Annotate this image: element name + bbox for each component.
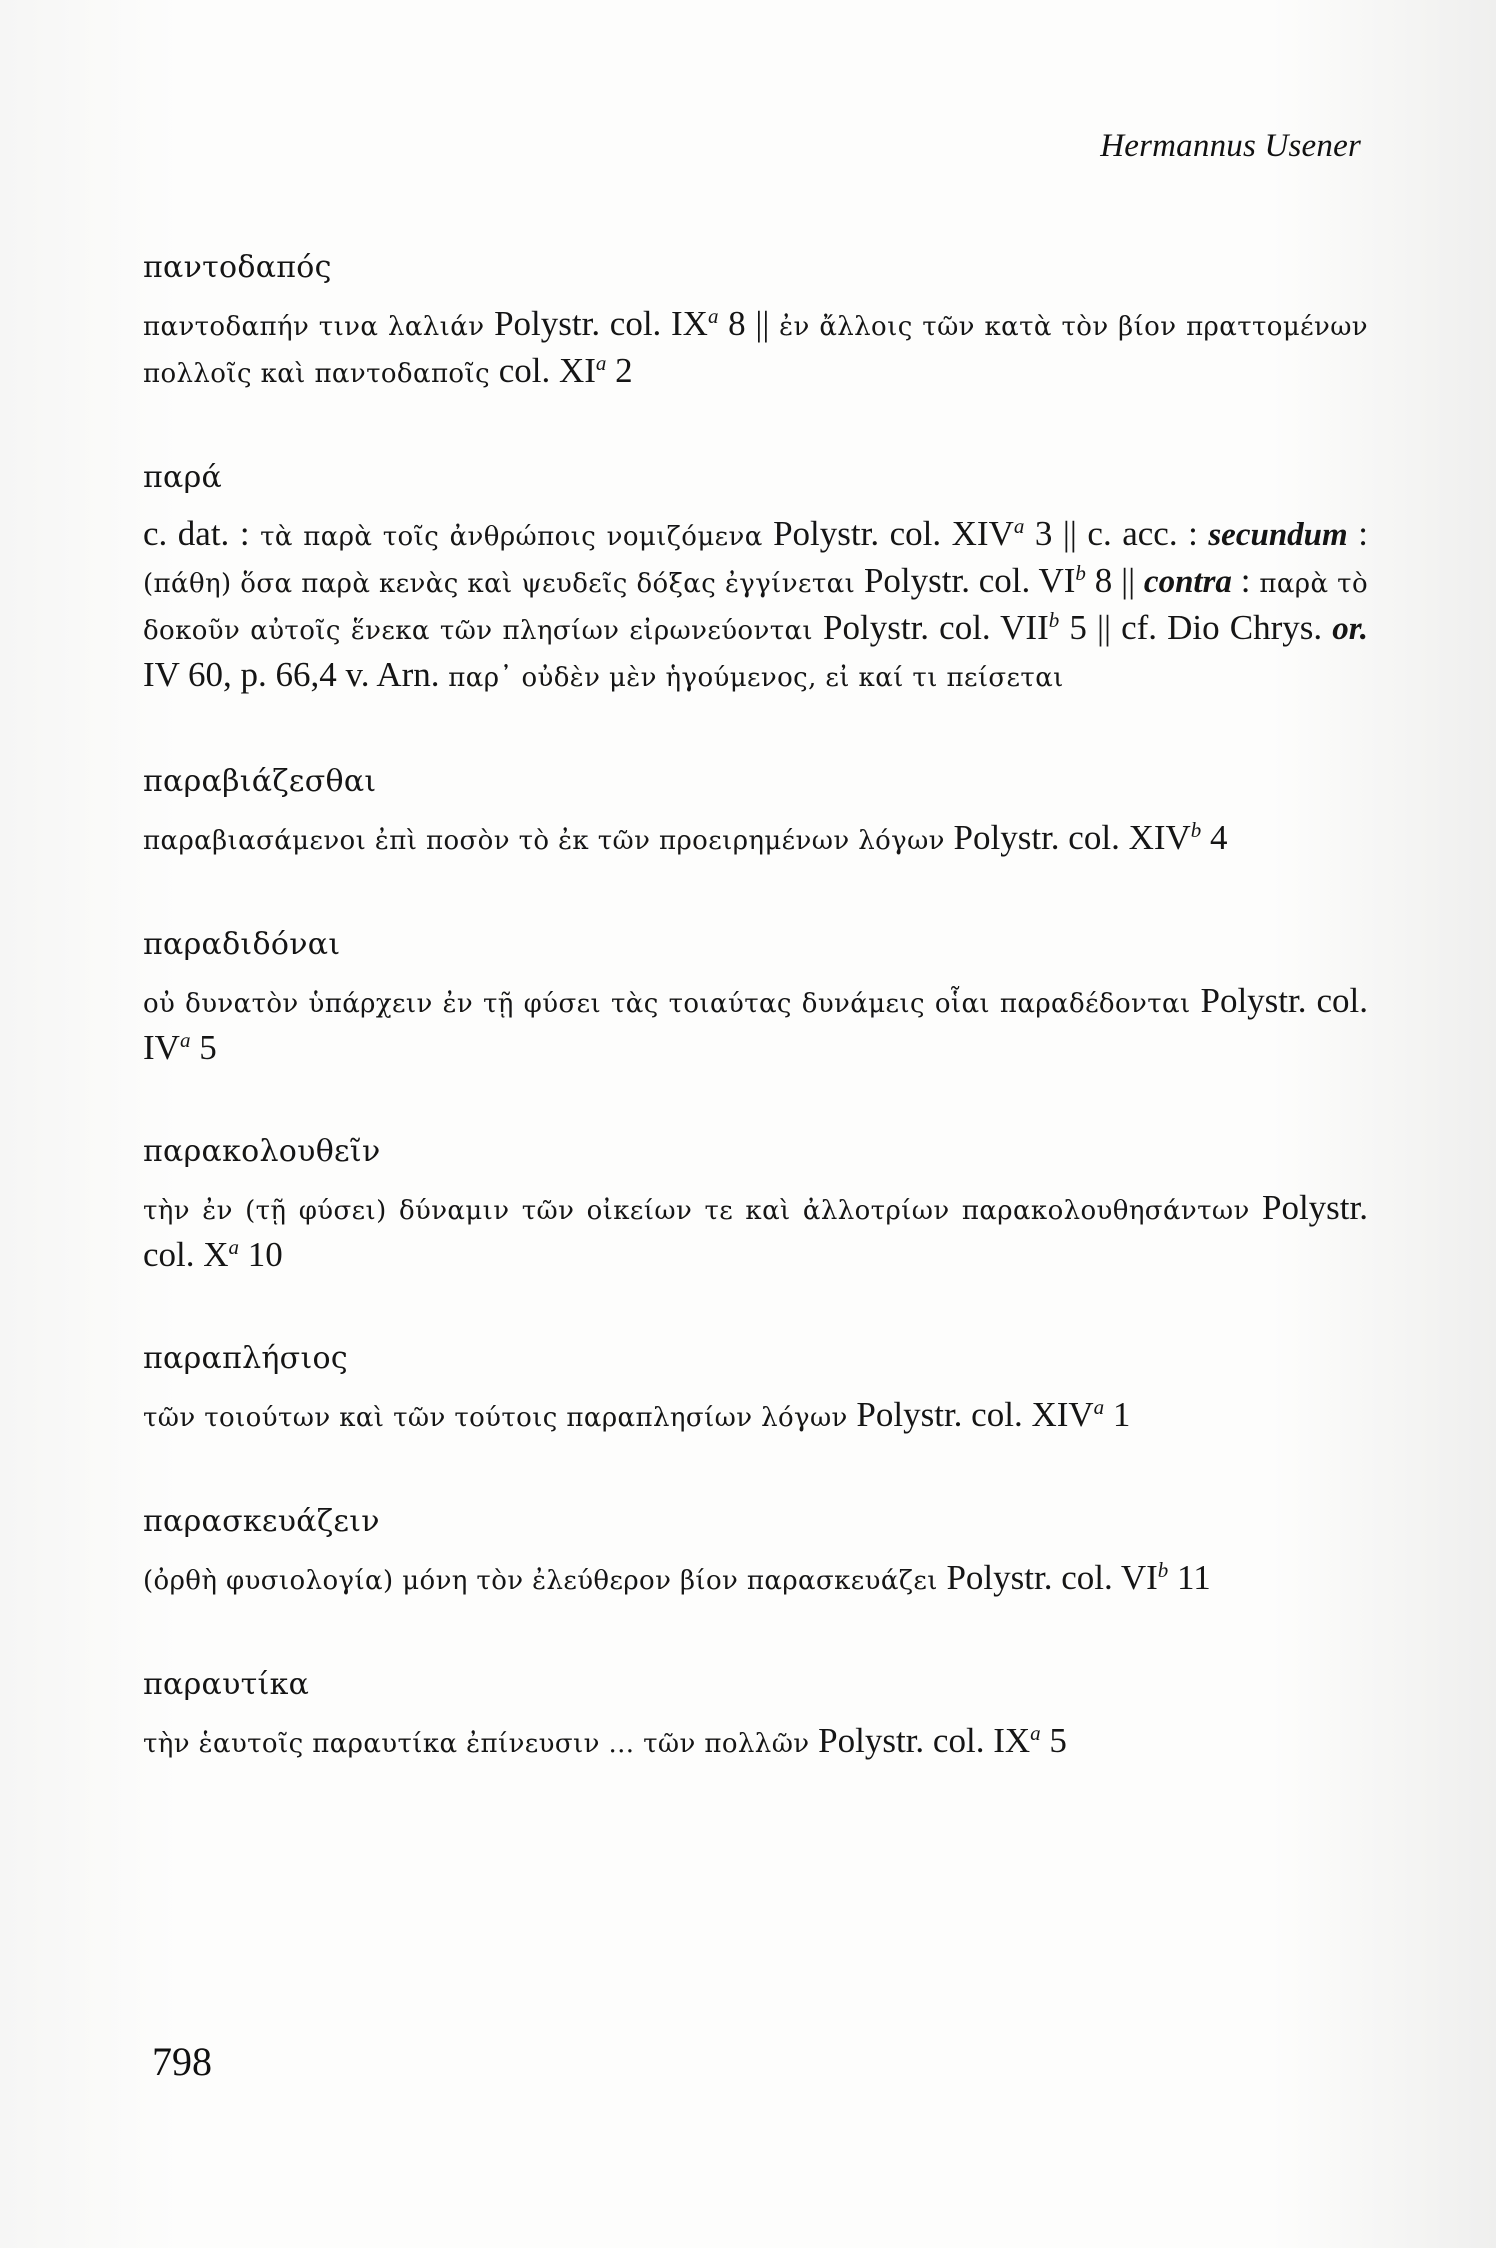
running-head: Hermannus Usener	[1100, 128, 1361, 164]
column-superscript: b	[1157, 1558, 1169, 1582]
reference-text: 1	[1104, 1395, 1131, 1434]
lexicon-entry	[143, 1663, 1368, 1766]
column-superscript: b	[1075, 561, 1086, 585]
reference-text: 4	[1201, 818, 1228, 857]
italic-label: or.	[1332, 611, 1368, 647]
headword: παραπλήσιος	[143, 1341, 348, 1376]
reference-text: Polystr. col. IX	[818, 1721, 1031, 1760]
page-number: 798	[152, 2039, 212, 2084]
column-superscript: a	[595, 351, 607, 375]
reference-text: Polystr. col. IV	[143, 981, 1368, 1067]
headword: παραδιδόναι	[143, 927, 341, 962]
column-superscript: b	[1048, 608, 1060, 632]
greek-text: παρὰ τὸ δοκοῦν αὐτοῖς ἕνεκα τῶν πλησίων εἰρωνεύονται	[143, 569, 1368, 646]
italic-label: contra	[1143, 564, 1232, 600]
entry-citation	[143, 1393, 1368, 1440]
greek-text: παραβιασάμενοι ἐπὶ ποσὸν τὸ ἐκ τῶν προειρημένων λόγων	[143, 826, 954, 856]
reference-text: IV 60, p. 66,4 v. Arn.	[143, 655, 449, 694]
reference-text: 8 ||	[1085, 561, 1144, 600]
headword: παρασκευάζειν	[143, 1504, 380, 1539]
reference-text: Polystr. col. XIV	[773, 514, 1014, 553]
reference-text: Polystr. col. IX	[494, 304, 708, 343]
entry-citation	[143, 979, 1368, 1070]
lexicon-entry	[143, 1500, 1368, 1603]
headword: παραυτίκα	[143, 1667, 310, 1702]
reference-text: 11	[1168, 1558, 1211, 1597]
greek-text: τὰ παρὰ τοῖς ἀνθρώποις νομιζόμενα	[260, 522, 774, 552]
lexicon-entry	[143, 246, 1368, 396]
reference-text: :	[1347, 514, 1368, 553]
greek-text: τὴν ἑαυτοῖς παραυτίκα ἐπίνευσιν ... τῶν πολλῶν	[143, 1729, 819, 1759]
entry-citation	[143, 302, 1368, 396]
lexicon-entries	[143, 246, 1368, 1766]
reference-text: 2	[606, 351, 633, 390]
reference-text: Polystr. col. VII	[823, 608, 1049, 647]
greek-text: (ὀρθὴ φυσιολογία) μόνη τὸν ἐλεύθερον βίον παρασκευάζει	[143, 1566, 947, 1596]
headword: παρά	[143, 460, 223, 495]
column-superscript: a	[1030, 1721, 1041, 1745]
reference-text: 5 || cf. Dio Chrys.	[1059, 608, 1333, 647]
entry-citation	[143, 1556, 1368, 1603]
reference-text: Polystr. col. XIV	[856, 1395, 1094, 1434]
greek-text: οὐ δυνατὸν ὑπάρχειν ἐν τῇ φύσει τὰς τοιαύτας δυνάμεις οἷαι παραδέδονται	[143, 989, 1201, 1019]
reference-text: Polystr. col. VI	[946, 1558, 1158, 1597]
reference-text: 8 ||	[718, 304, 780, 343]
column-superscript: b	[1190, 818, 1202, 842]
reference-text: 3 || c. acc. :	[1024, 514, 1209, 553]
reference-text: col. XI	[498, 351, 596, 390]
greek-text: (πάθη) ὅσα παρὰ κενὰς καὶ ψευδεῖς δόξας ἐγγίνεται	[143, 569, 864, 599]
headword: παραβιάζεσθαι	[143, 764, 377, 799]
headword: παρακολουθεῖν	[143, 1134, 381, 1169]
italic-label: secundum	[1208, 517, 1348, 553]
reference-text: c. dat. :	[143, 514, 261, 553]
column-superscript: a	[707, 304, 719, 328]
column-superscript: a	[1013, 514, 1025, 538]
entry-citation	[143, 1186, 1368, 1277]
column-superscript: a	[228, 1235, 240, 1259]
greek-text: ἐν ἄλλοις τῶν κατὰ τὸν βίον πραττομένων πολλοῖς καὶ παντοδαποῖς	[143, 312, 1369, 389]
reference-text: 5	[190, 1028, 217, 1067]
greek-text: τῶν τοιούτων καὶ τῶν τούτοις παραπλησίων λόγων	[143, 1403, 857, 1433]
reference-text: :	[1231, 561, 1260, 600]
column-superscript: a	[179, 1028, 191, 1052]
reference-text: Polystr. col. X	[143, 1188, 1368, 1274]
entry-citation	[143, 512, 1368, 700]
greek-text: τὴν ἐν (τῇ φύσει) δύναμιν τῶν οἰκείων τε καὶ ἀλλοτρίων παρακολουθησάντων	[143, 1196, 1262, 1226]
reference-text: Polystr. col. XIV	[953, 818, 1191, 857]
column-superscript: a	[1093, 1395, 1105, 1419]
lexicon-entry	[143, 1130, 1368, 1277]
headword: παντοδαπός	[143, 250, 332, 285]
greek-text: παντοδαπήν τινα λαλιάν	[143, 312, 495, 342]
lexicon-entry	[143, 760, 1368, 863]
greek-text: παρ᾽ οὐδὲν μὲν ἡγούμενος, εἰ καί τι πείσεται	[448, 663, 1064, 693]
lexicon-entry	[143, 1337, 1368, 1440]
entry-citation	[143, 816, 1368, 863]
reference-text: 5	[1040, 1721, 1067, 1760]
reference-text: 10	[239, 1235, 283, 1274]
reference-text: Polystr. col. VI	[863, 561, 1076, 600]
entry-citation	[143, 1719, 1368, 1766]
lexicon-entry	[143, 456, 1368, 700]
lexicon-entry	[143, 923, 1368, 1070]
